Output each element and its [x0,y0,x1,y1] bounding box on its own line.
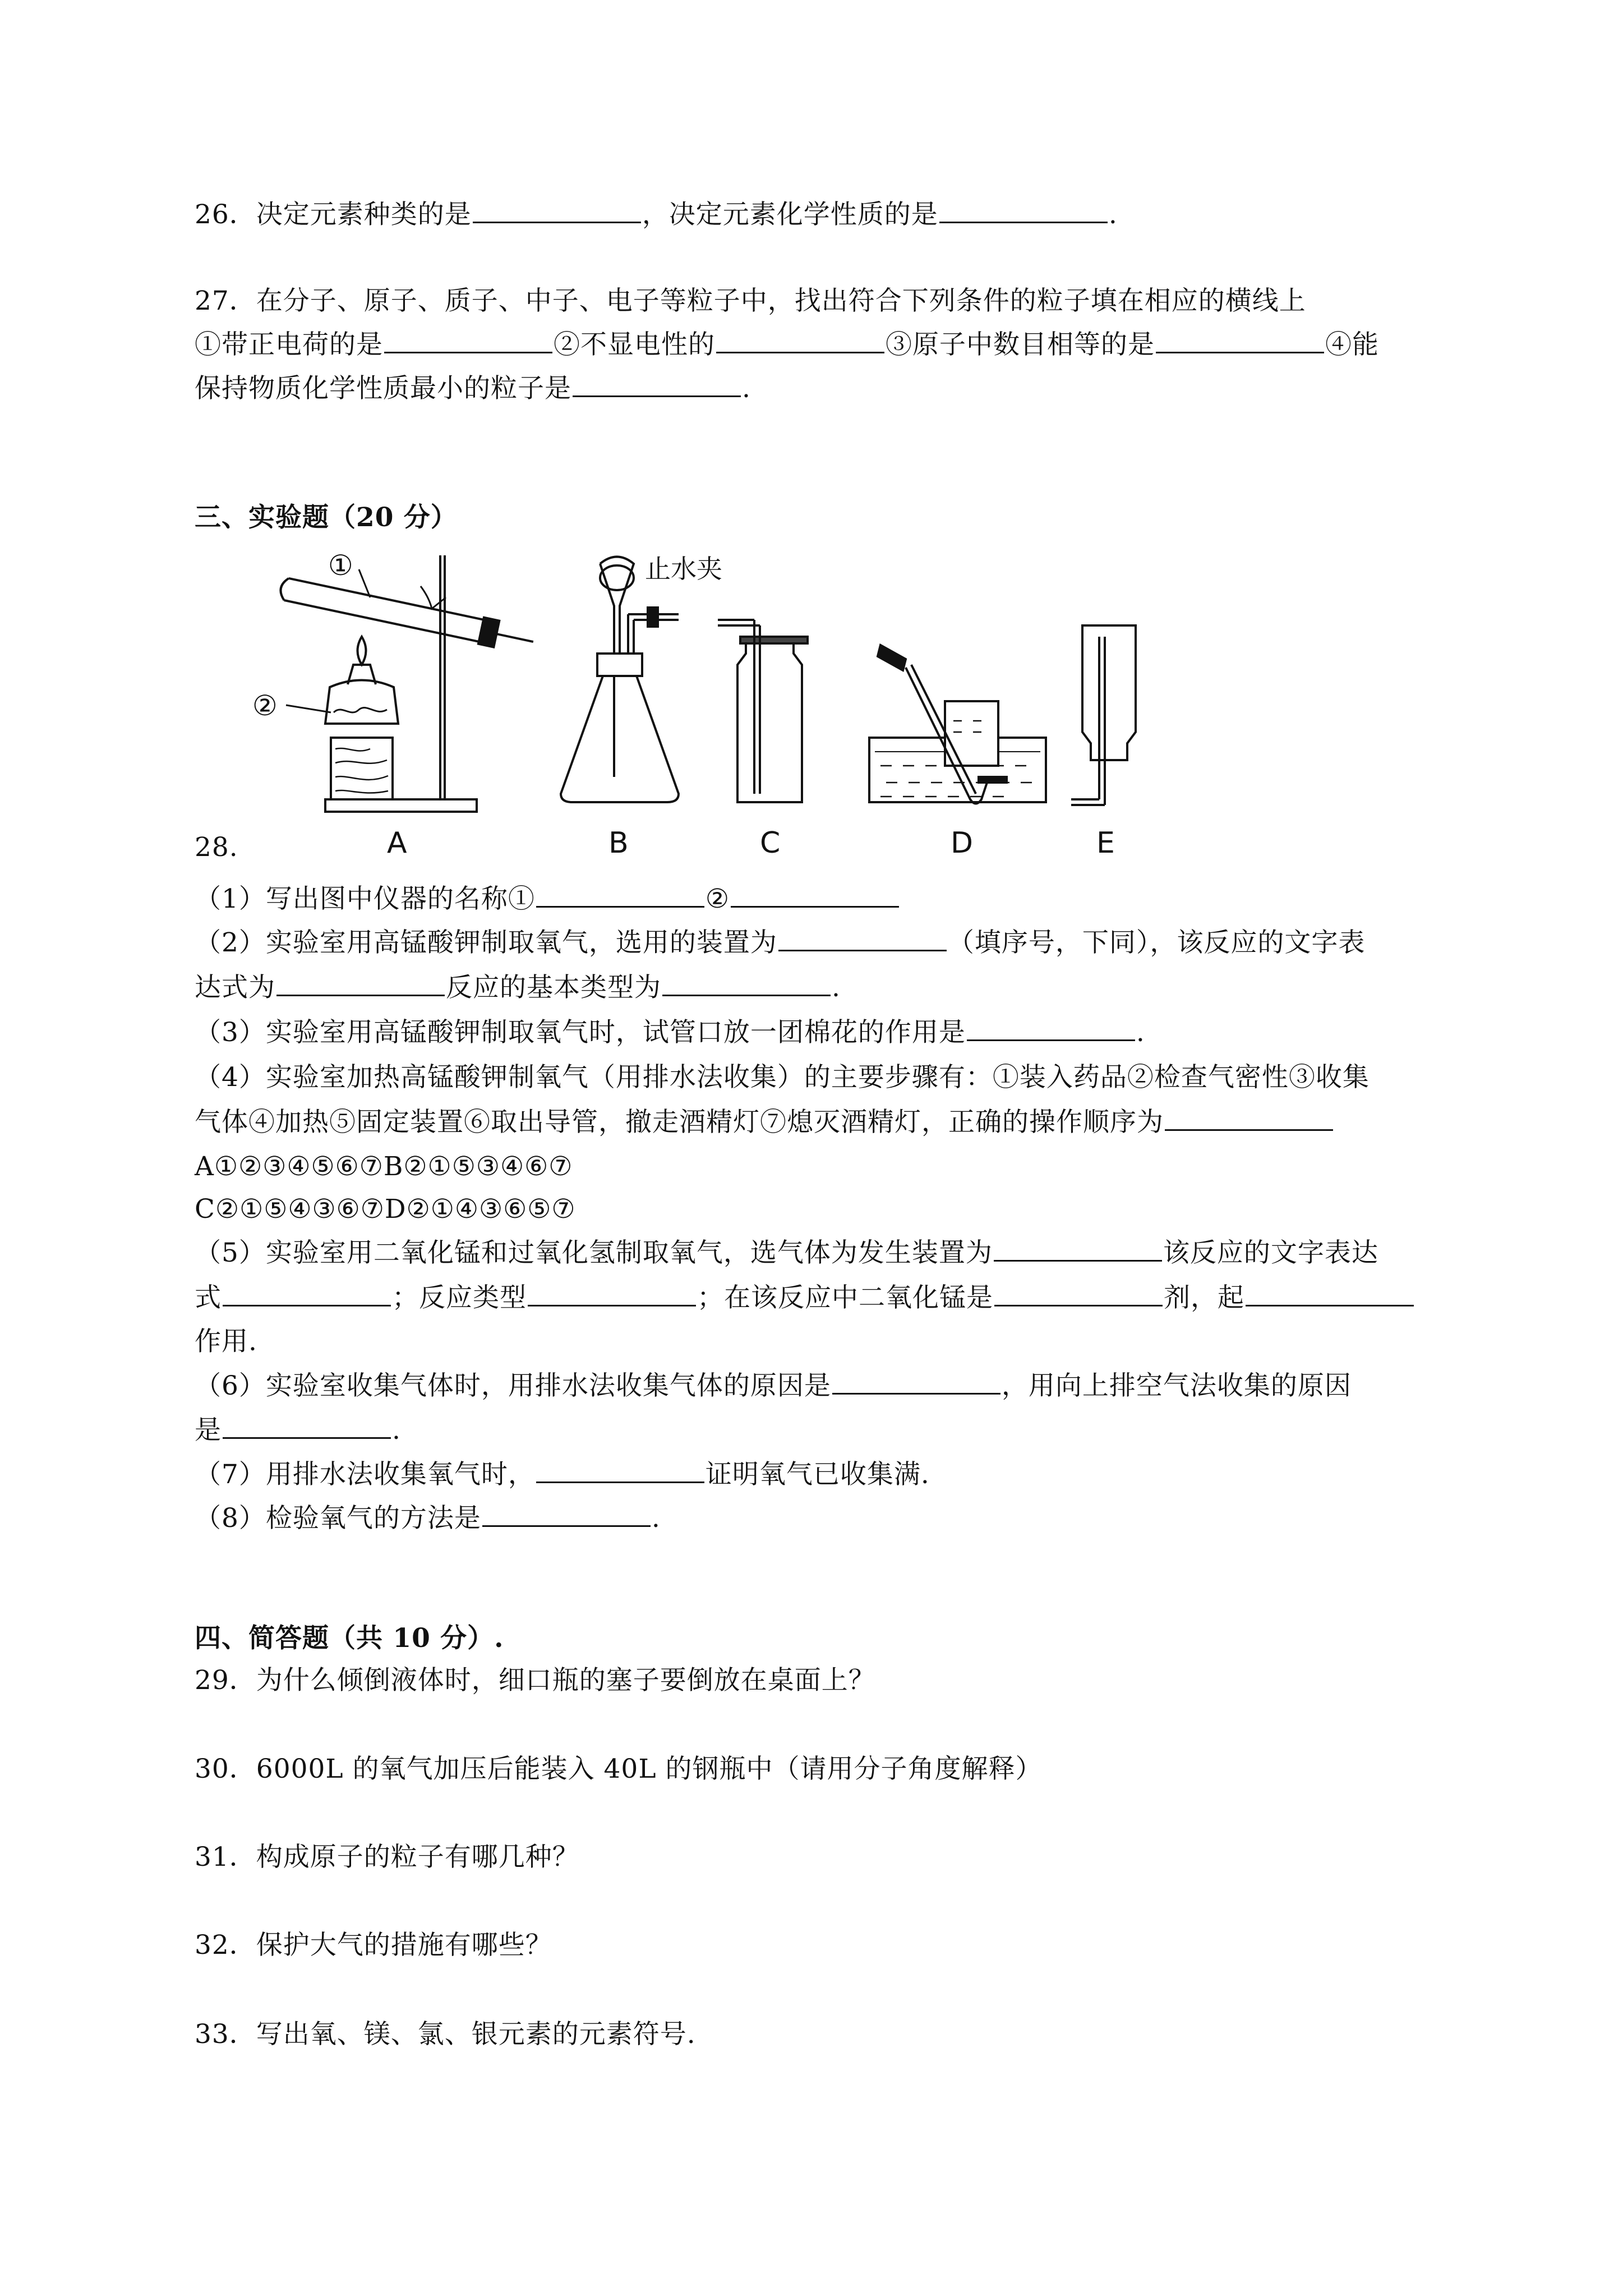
q28-sub3 [195,1017,1145,1048]
label-clip: 止水夹 [645,554,722,584]
q26-end: . [1108,199,1118,230]
question-31: 31．构成原子的粒子有哪几种？ [195,1842,579,1872]
answer-blank[interactable] [482,1503,651,1527]
q27-end: . [742,373,751,404]
question-28-number: 28. [195,832,238,863]
answer-blank[interactable] [473,199,641,223]
answer-blank[interactable] [536,1459,704,1483]
answer-blank[interactable] [223,1282,391,1306]
q28-s5-f: 剂，起 [1164,1282,1244,1313]
apparatus-d [869,645,1046,860]
answer-blank[interactable] [662,972,831,996]
question-30: 30．6000L 的氧气加压后能装入 40L 的钢瓶中（请用分子角度解释） [195,1754,1043,1784]
question-26 [195,199,1118,231]
label-d: D [951,826,974,860]
label-c: C [760,826,781,860]
q28-s2-b: （填序号，下同），该反应的文字表 [947,927,1366,958]
answer-blank[interactable] [716,329,884,353]
question-27-intro: 27．在分子、原子、质子、中子、电子等粒子中，找出符合下列条件的粒子填在相应的横线上 [195,286,1306,316]
q28-s6-c: 是 [195,1415,222,1446]
answer-blank[interactable] [276,972,445,996]
q28-s1-b: ② [705,884,730,914]
answer-blank[interactable] [1246,1282,1414,1306]
apparatus-b [561,554,722,860]
q28-s2-d: 反应的基本类型为 [446,972,661,1003]
apparatus-e [1071,625,1136,860]
section-4-heading: 四、简答题（共 10 分）. [195,1623,504,1654]
q28-sub5-line1 [195,1237,1378,1269]
question-32: 32．保护大气的措施有哪些？ [195,1930,552,1961]
q28-s3-a: （3）实验室用高锰酸钾制取氧气时，试管口放一团棉花的作用是 [195,1017,966,1048]
q28-sub4-line1: （4）实验室加热高锰酸钾制氧气（用排水法收集）的主要步骤有：①装入药品②检查气密性③收集 [195,1062,1370,1093]
answer-blank[interactable] [536,884,704,908]
answer-blank[interactable] [994,1237,1162,1262]
answer-blank[interactable] [832,1370,1000,1395]
apparatus-c [718,620,808,860]
q28-sub5-line2 [195,1282,1415,1314]
answer-blank[interactable] [967,1017,1135,1041]
q28-sub6-line1 [195,1370,1352,1402]
q28-s5-b: 该反应的文字表达 [1163,1237,1378,1268]
label-circ2: ② [252,689,278,722]
q28-sub2-line1 [195,927,1365,959]
answer-blank[interactable] [223,1415,391,1439]
answer-blank[interactable] [384,329,552,353]
section-3-heading: 三、实验题（20 分） [195,502,458,533]
answer-blank[interactable] [994,1282,1163,1306]
answer-blank[interactable] [1165,1107,1333,1131]
q27-part5: 保持物质化学性质最小的粒子是 [195,373,571,404]
q28-s2-a: （2）实验室用高锰酸钾制取氧气，选用的装置为 [195,927,777,958]
q27-part4: ④能 [1325,329,1379,360]
q28-sub4-line2 [195,1107,1334,1138]
q28-s4-b: 气体④加热⑤固定装置⑥取出导管，撤走酒精灯⑦熄灭酒精灯，正确的操作顺序为 [195,1107,1164,1138]
q28-s5-e: ；在该反应中二氧化锰是 [697,1282,993,1313]
answer-blank[interactable] [573,373,741,397]
label-b: B [608,826,629,860]
q28-s5-d: ；反应类型 [392,1282,527,1313]
label-a: A [387,826,407,860]
answer-blank[interactable] [1156,329,1324,353]
q28-s2-end: . [832,972,841,1003]
q28-s7-a: （7）用排水法收集氧气时， [195,1459,535,1490]
question-27-line3 [195,373,751,404]
q27-part3: ③原子中数目相等的是 [886,329,1155,360]
q28-s2-c: 达式为 [195,972,275,1003]
q28-sub8 [195,1503,661,1534]
q28-s6-a: （6）实验室收集气体时，用排水法收集气体的原因是 [195,1370,831,1401]
q28-s6-b: ，用向上排空气法收集的原因 [1001,1370,1352,1401]
apparatus-a [252,553,536,860]
q28-s7-b: 证明氧气已收集满. [705,1459,930,1490]
q26-text-a: 26．决定元素种类的是 [195,199,472,230]
question-29: 29．为什么倾倒液体时，细口瓶的塞子要倒放在桌面上？ [195,1665,875,1696]
q27-part2: ②不显电性的 [554,329,715,360]
answer-blank[interactable] [939,199,1108,223]
q28-s6-end: . [392,1415,401,1446]
q28-s5-c: 式 [195,1282,222,1313]
q28-sub2-line2 [195,972,841,1004]
question-33: 33．写出氧、镁、氯、银元素的元素符号. [195,2019,696,2050]
q28-sub4-options-cd: C②①⑤④③⑥⑦D②①④③⑥⑤⑦ [195,1194,576,1225]
q28-s1-a: （1）写出图中仪器的名称① [195,884,535,914]
q28-s8-end: . [651,1503,661,1534]
q28-sub5-line3: 作用. [195,1326,257,1357]
label-e: E [1096,826,1115,860]
question-27-line2 [195,329,1379,361]
q28-s5-a: （5）实验室用二氧化锰和过氧化氢制取氧气，选气体为发生装置为 [195,1237,993,1268]
q28-sub7 [195,1459,930,1490]
apparatus-figure [236,553,1200,884]
answer-blank[interactable] [731,884,899,908]
answer-blank[interactable] [528,1282,696,1306]
q28-s8-a: （8）检验氧气的方法是 [195,1503,481,1534]
label-circ1: ① [328,553,353,582]
q26-text-b: ，决定元素化学性质的是 [642,199,938,230]
q28-s3-end: . [1136,1017,1145,1048]
q28-sub1 [195,884,900,915]
answer-blank[interactable] [778,927,947,951]
q27-part1: ①带正电荷的是 [195,329,383,360]
q28-sub4-options-ab: A①②③④⑤⑥⑦B②①⑤③④⑥⑦ [195,1151,573,1182]
q28-sub6-line2 [195,1415,401,1446]
